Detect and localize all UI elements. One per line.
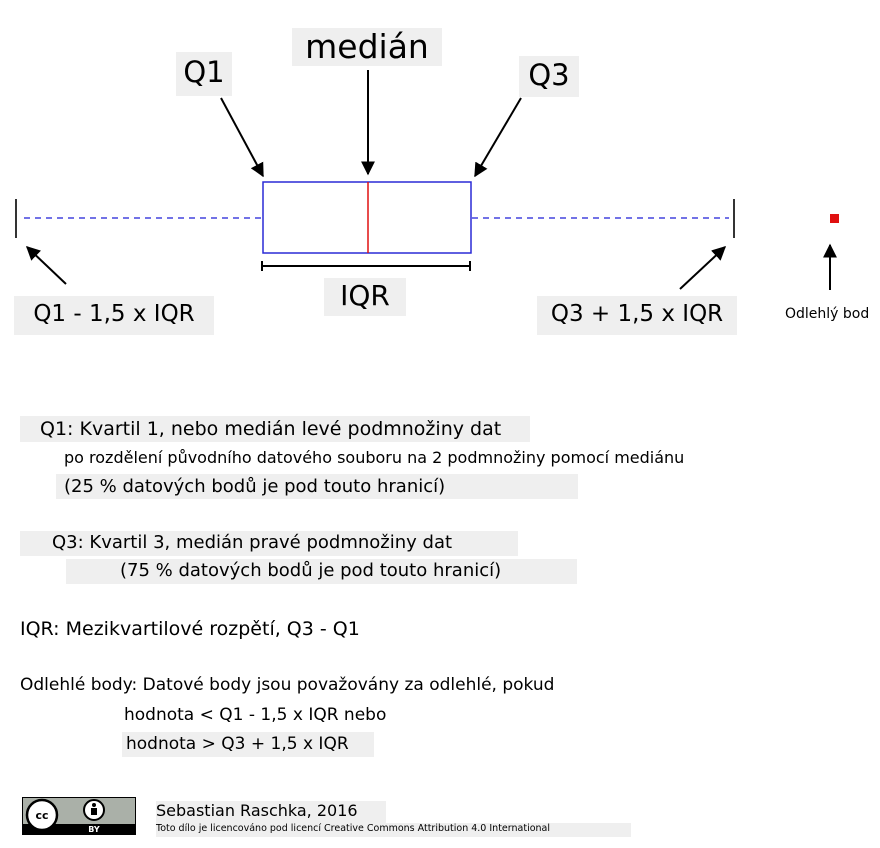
lower-fence-label: Q1 - 1,5 x IQR	[14, 296, 214, 335]
iqr-label: IQR	[324, 278, 406, 316]
q3-definition-title: Q3: Kvartil 3, medián pravé podmnožiny dat	[20, 531, 518, 556]
median-label: medián	[292, 28, 442, 66]
q3-label: Q3	[519, 56, 579, 97]
lower-fence-arrow	[27, 247, 66, 284]
upper-fence-arrow	[680, 247, 725, 289]
by-badge-text: BY	[88, 825, 100, 834]
q1-definition-line3: (25 % datových bodů je pod touto hranicí)	[56, 474, 578, 499]
license-text: Toto dílo je licencováno pod licencí Creative Commons Attribution 4.0 International	[156, 823, 631, 837]
q1-definition-line2: po rozdělení původního datového souboru na 2 podmnožiny pomocí mediánu	[64, 448, 685, 467]
iqr-definition: IQR: Mezikvartilové rozpětí, Q3 - Q1	[20, 618, 360, 640]
q1-arrow	[221, 98, 263, 176]
iqr-box	[263, 182, 471, 253]
outliers-definition-line3: hodnota > Q3 + 1,5 x IQR	[122, 732, 374, 757]
upper-fence-label: Q3 + 1,5 x IQR	[537, 296, 737, 335]
outliers-definition-title: Odlehlé body: Datové body jsou považovány za odlehlé, pokud	[20, 675, 555, 695]
author-credit: Sebastian Raschka, 2016	[156, 801, 386, 823]
q1-definition-title: Q1: Kvartil 1, nebo medián levé podmnožiny dat	[20, 416, 530, 442]
cc-by-badge	[22, 797, 136, 835]
outliers-definition-line2: hodnota < Q1 - 1,5 x IQR nebo	[124, 705, 387, 725]
cc-badge-text: cc	[35, 809, 49, 822]
outlier-point	[830, 214, 839, 223]
q3-definition-line2: (75 % datových bodů je pod touto hranicí)	[66, 559, 577, 584]
q3-arrow	[475, 98, 521, 176]
q1-label: Q1	[176, 52, 232, 96]
outlier-label: Odlehlý bod	[785, 306, 870, 322]
